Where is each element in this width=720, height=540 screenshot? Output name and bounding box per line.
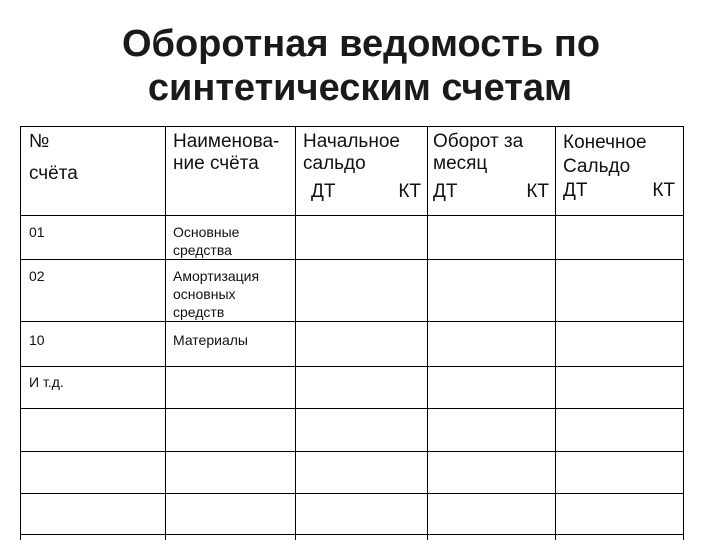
row-1-name: [173, 223, 239, 259]
header-opening-dt-kt: [303, 181, 421, 203]
header-name: [173, 131, 279, 175]
row-2-name-line-3: средств: [173, 304, 225, 320]
row-1-name-line-1: Основные: [173, 224, 240, 240]
page-title: [0, 22, 720, 110]
row-2-name-line-2: основных: [173, 286, 236, 302]
header-turnover: [433, 131, 549, 203]
row-3-number: 10: [29, 332, 45, 348]
row-2-number: 02: [29, 268, 45, 284]
row-divider: [21, 215, 683, 216]
header-name-line-1: Наименова-: [173, 131, 280, 152]
row-3-name: [173, 331, 248, 349]
header-turnover-kt: КТ: [526, 181, 549, 202]
header-turnover-dt: ДТ: [433, 181, 458, 202]
row-2-name: [173, 267, 259, 321]
header-turnover-dt-kt: [433, 181, 549, 203]
row-divider: [21, 493, 683, 494]
row-3-name-line-1: Материалы: [173, 332, 248, 348]
header-opening-line-1: Начальное: [303, 131, 400, 152]
row-divider: [21, 259, 683, 260]
column-divider: [427, 127, 428, 540]
header-number-line-2: счёта: [29, 163, 78, 184]
header-opening-dt: ДТ: [311, 181, 336, 202]
row-4-number: И т.д.: [29, 374, 64, 390]
header-turnover-line-1: Оборот за: [433, 131, 524, 152]
turnover-table: [20, 126, 684, 540]
row-divider: [21, 321, 683, 322]
header-turnover-line-2: месяц: [433, 153, 488, 174]
title-line-2: синтетическим счетам: [147, 67, 573, 109]
row-divider: [21, 451, 683, 452]
row-divider: [21, 408, 683, 409]
header-opening-kt: КТ: [398, 181, 421, 202]
title-line-1: Оборотная ведомость по: [121, 23, 601, 65]
header-opening-line-2: сальдо: [303, 153, 366, 174]
row-1-number: 01: [29, 224, 45, 240]
header-closing-kt: КТ: [652, 180, 675, 201]
header-closing-dt: ДТ: [563, 180, 588, 201]
row-divider: [21, 534, 683, 535]
header-closing-line-1: Конечное: [563, 132, 647, 153]
column-divider: [555, 127, 556, 540]
column-divider: [165, 127, 166, 540]
header-closing-line-2: Сальдо: [563, 156, 631, 177]
row-2-name-line-1: Амортизация: [173, 268, 260, 284]
header-number-line-1: №: [29, 131, 50, 152]
row-1-name-line-2: средства: [173, 242, 232, 258]
header-closing-balance: [563, 131, 675, 203]
header-opening-balance: [303, 131, 421, 203]
header-closing-dt-kt: [563, 179, 675, 203]
header-name-line-2: ние счёта: [173, 153, 259, 174]
header-number: [29, 131, 78, 185]
column-divider: [295, 127, 296, 540]
row-divider: [21, 366, 683, 367]
